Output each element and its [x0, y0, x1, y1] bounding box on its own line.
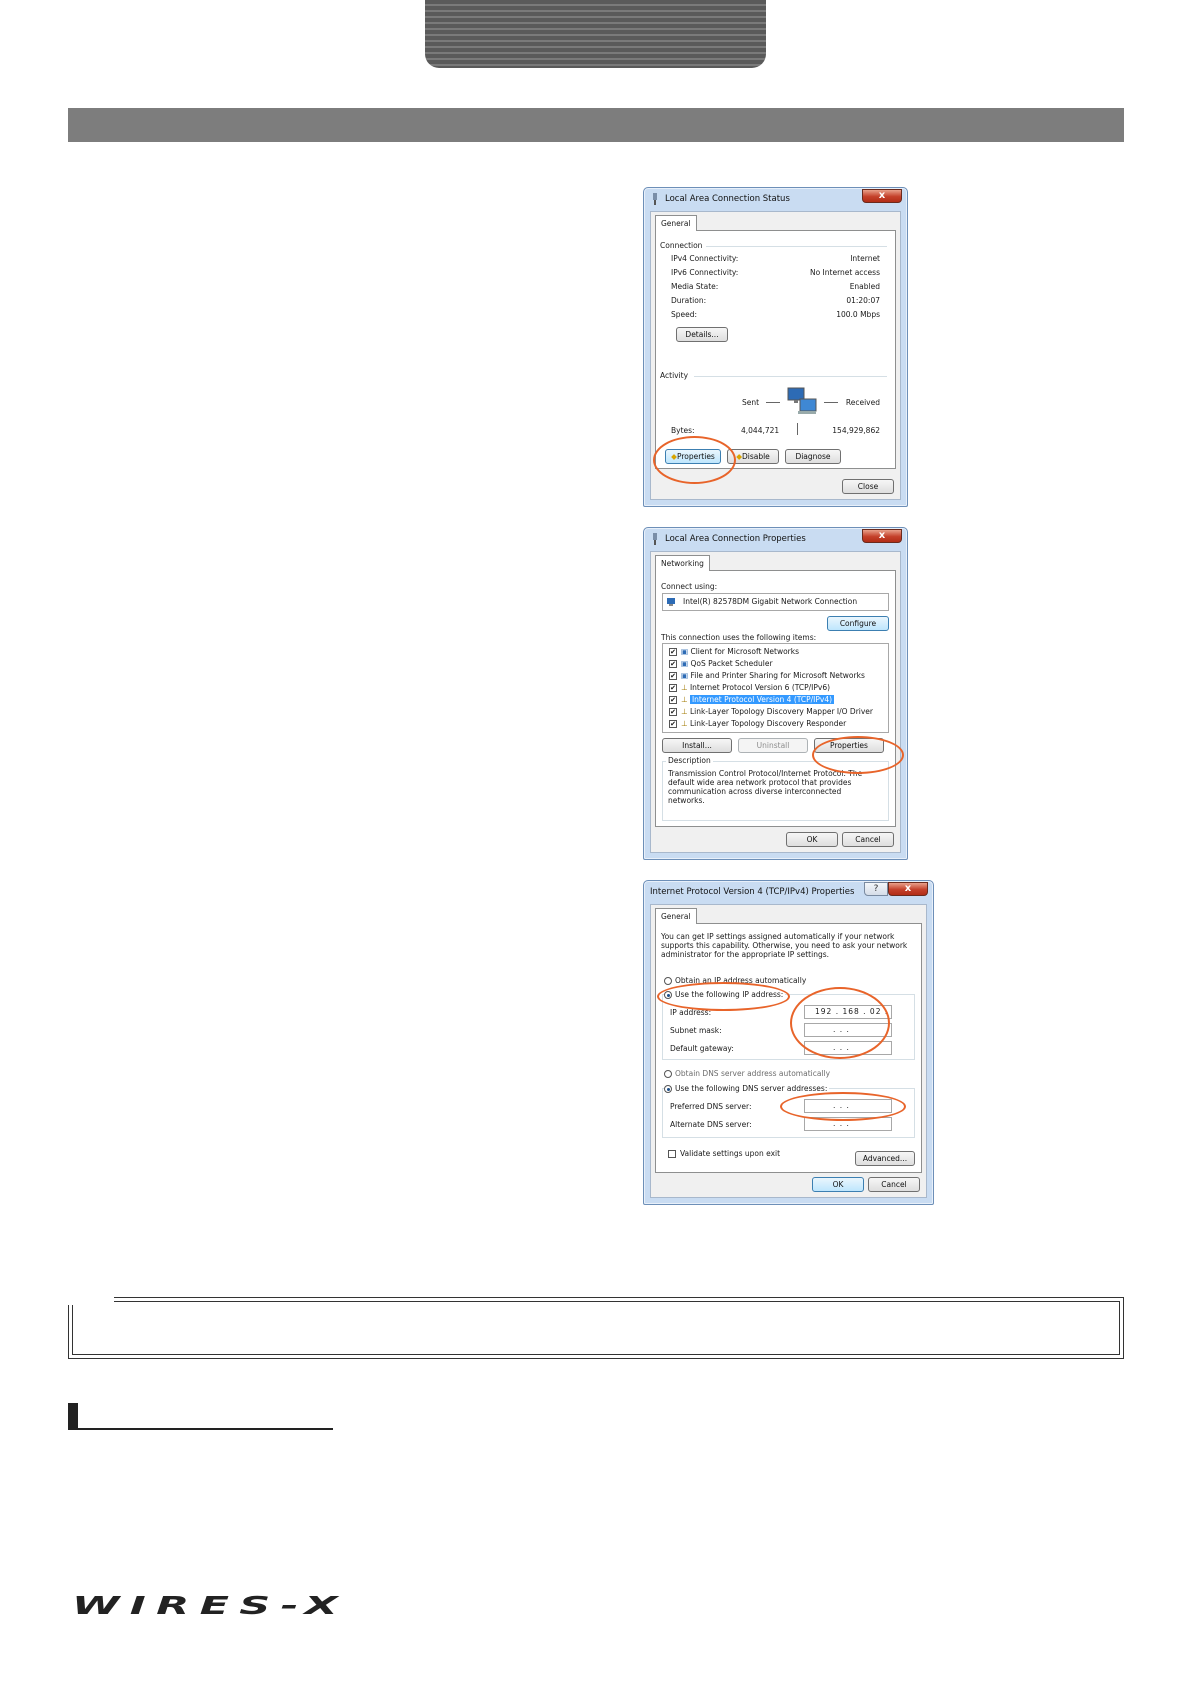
connection-group-label: Connection	[660, 241, 703, 250]
preferred-dns-label: Preferred DNS server:	[670, 1102, 752, 1111]
tab-general[interactable]: General	[655, 908, 697, 924]
received-label: Received	[845, 398, 880, 407]
subnet-mask-field[interactable]: . . .	[804, 1023, 892, 1037]
highlight-circle-dns	[780, 1092, 906, 1121]
dialog-body	[650, 904, 927, 1198]
help-button[interactable]: ?	[864, 882, 888, 896]
advanced-button[interactable]: Advanced...	[855, 1151, 915, 1166]
items-label: This connection uses the following items:	[661, 633, 817, 642]
list-item[interactable]	[669, 647, 799, 656]
media-state-label: Media State:	[671, 282, 719, 291]
subnet-mask-label: Subnet mask:	[670, 1026, 722, 1035]
received-line	[824, 402, 838, 403]
dialog-title: Local Area Connection Properties	[665, 534, 806, 544]
section-heading-underline	[68, 1428, 333, 1430]
alternate-dns-label: Alternate DNS server:	[670, 1120, 752, 1129]
list-item[interactable]	[669, 671, 865, 680]
checkbox[interactable]: ✔	[670, 672, 676, 680]
use-following-ip-label: Use the following IP address:	[675, 990, 784, 999]
list-item-label: Link-Layer Topology Discovery Responder	[689, 719, 847, 728]
configure-button[interactable]: Configure	[827, 616, 889, 631]
ipv4-connectivity-value: Internet	[850, 254, 880, 263]
preferred-dns-field[interactable]: . . .	[804, 1099, 892, 1113]
list-item-label: File and Printer Sharing for Microsoft Networks	[690, 671, 865, 680]
dialog-title: Local Area Connection Status	[665, 194, 790, 204]
ipv4-connectivity-label: IPv4 Connectivity:	[671, 254, 739, 263]
list-item-label: Link-Layer Topology Discovery Mapper I/O Driver	[689, 707, 874, 716]
protocol-icon: ⊥	[681, 707, 688, 716]
checkbox[interactable]: ✔	[670, 648, 676, 656]
list-item[interactable]	[669, 719, 846, 728]
disable-button-label: Disable	[741, 452, 770, 461]
protocol-icon: ⊥	[681, 683, 688, 692]
shield-icon: ◆	[736, 452, 742, 461]
highlight-circle-properties	[653, 436, 736, 484]
group-divider	[694, 376, 887, 377]
ipv4-properties-dialog	[643, 880, 934, 1205]
use-following-dns-option[interactable]	[664, 1084, 829, 1093]
checkbox[interactable]: ✔	[670, 720, 676, 728]
wires-x-logo	[68, 1593, 353, 1617]
radio[interactable]	[664, 977, 672, 985]
logo-text: WIRES-X	[72, 1593, 348, 1617]
obtain-ip-auto-label: Obtain an IP address automatically	[675, 976, 807, 985]
list-item-selected[interactable]	[669, 695, 834, 704]
network-cable-icon	[650, 533, 660, 545]
duration-value: 01:20:07	[846, 296, 880, 305]
highlight-circle-ip-fields	[790, 987, 890, 1059]
note-tab	[68, 1293, 114, 1305]
highlight-circle-use-ip	[657, 982, 790, 1011]
protocol-icon: ⊥	[681, 695, 688, 704]
list-item-label: Internet Protocol Version 6 (TCP/IPv6)	[689, 683, 831, 692]
items-list[interactable]	[662, 643, 889, 733]
ipv6-connectivity-value: No Internet access	[809, 268, 880, 277]
validate-checkbox-row[interactable]	[668, 1149, 780, 1158]
checkbox[interactable]	[668, 1150, 676, 1158]
radio[interactable]	[664, 1085, 672, 1093]
default-gateway-label: Default gateway:	[670, 1044, 734, 1053]
computers-icon	[786, 386, 818, 416]
client-icon: ▣	[681, 647, 689, 656]
duration-label: Duration:	[671, 296, 707, 305]
description-text: Transmission Control Protocol/Internet Protocol. The default wide area network protocol that provides communication across diverse interconnected networks.	[668, 769, 863, 805]
checkbox[interactable]: ✔	[670, 684, 676, 692]
bytes-separator	[797, 423, 798, 435]
list-item-label: Client for Microsoft Networks	[690, 647, 800, 656]
activity-group-label: Activity	[660, 371, 689, 380]
ipv6-connectivity-label: IPv6 Connectivity:	[671, 268, 739, 277]
cancel-button[interactable]: Cancel	[842, 832, 894, 847]
connection-properties-dialog	[643, 527, 908, 860]
connect-using-label: Connect using:	[661, 582, 718, 591]
list-item[interactable]	[669, 683, 830, 692]
bytes-label: Bytes:	[671, 426, 695, 435]
close-window-button[interactable]: x	[862, 529, 902, 543]
tab-panel	[655, 923, 922, 1173]
bytes-sent-value: 4,044,721	[741, 426, 780, 435]
intro-text: You can get IP settings assigned automatically if your network supports this capability. Otherwise, you need to ask your network administrator for the appropriate IP settings.	[661, 932, 908, 959]
protocol-icon: ⊥	[681, 719, 688, 728]
sent-label: Sent	[742, 398, 760, 407]
scheduler-icon: ▣	[681, 659, 689, 668]
ip-address-field[interactable]: 192 . 168 . 02 .	[804, 1005, 892, 1019]
default-gateway-field[interactable]: . . .	[804, 1041, 892, 1055]
header-tab-decoration	[425, 0, 766, 68]
sent-line	[766, 402, 780, 403]
item-properties-button[interactable]: Properties	[814, 738, 884, 753]
diagnose-button[interactable]: Diagnose	[785, 449, 841, 464]
note-box	[68, 1297, 1124, 1359]
network-adapter-icon	[666, 597, 676, 607]
tab-panel	[655, 570, 896, 827]
alternate-dns-field[interactable]: . . .	[804, 1117, 892, 1131]
list-item[interactable]	[669, 707, 873, 716]
adapter-name: Intel(R) 82578DM Gigabit Network Connection	[683, 597, 858, 606]
tab-networking[interactable]: Networking	[655, 555, 710, 571]
checkbox[interactable]: ✔	[670, 708, 676, 716]
section-header-bar	[68, 108, 1124, 142]
ok-button[interactable]: OK	[786, 832, 838, 847]
use-following-dns-label: Use the following DNS server addresses:	[675, 1084, 828, 1093]
dialog-title: Internet Protocol Version 4 (TCP/IPv4) Properties	[650, 887, 855, 897]
tab-general[interactable]: General	[655, 215, 697, 231]
tab-panel	[655, 230, 896, 469]
section-heading-marker	[68, 1403, 78, 1428]
network-cable-icon	[650, 193, 660, 205]
shield-icon: ◆	[671, 452, 677, 461]
radio[interactable]	[664, 1070, 672, 1078]
list-item-label: QoS Packet Scheduler	[690, 659, 773, 668]
checkbox[interactable]: ✔	[670, 660, 676, 668]
adapter-field	[662, 593, 889, 611]
speed-label: Speed:	[671, 310, 698, 319]
highlight-circle-properties	[812, 736, 904, 774]
dialog-body	[650, 551, 901, 853]
properties-button-label: Properties	[676, 452, 715, 461]
ok-button[interactable]: OK	[812, 1177, 864, 1192]
validate-label: Validate settings upon exit	[680, 1149, 781, 1158]
details-button[interactable]: Details...	[676, 327, 728, 342]
obtain-dns-auto-label: Obtain DNS server address automatically	[675, 1069, 831, 1078]
file-sharing-icon: ▣	[681, 671, 689, 680]
install-button[interactable]: Install...	[662, 738, 732, 753]
list-item-label: Internet Protocol Version 4 (TCP/IPv4)	[691, 695, 833, 704]
group-divider	[706, 246, 887, 247]
uninstall-button[interactable]: Uninstall	[738, 738, 808, 753]
ip-address-label: IP address:	[670, 1008, 712, 1017]
cancel-button[interactable]: Cancel	[868, 1177, 920, 1192]
description-label: Description	[668, 756, 711, 765]
note-box-inner	[72, 1301, 1120, 1355]
media-state-value: Enabled	[849, 282, 880, 291]
speed-value: 100.0 Mbps	[836, 310, 880, 319]
close-window-button[interactable]: x	[862, 189, 902, 203]
bytes-received-value: 154,929,862	[832, 426, 880, 435]
close-window-button[interactable]: x	[888, 882, 928, 896]
close-button[interactable]: Close	[842, 479, 894, 494]
list-item[interactable]	[669, 659, 773, 668]
obtain-dns-auto-option[interactable]	[664, 1069, 830, 1078]
checkbox[interactable]: ✔	[670, 696, 676, 704]
